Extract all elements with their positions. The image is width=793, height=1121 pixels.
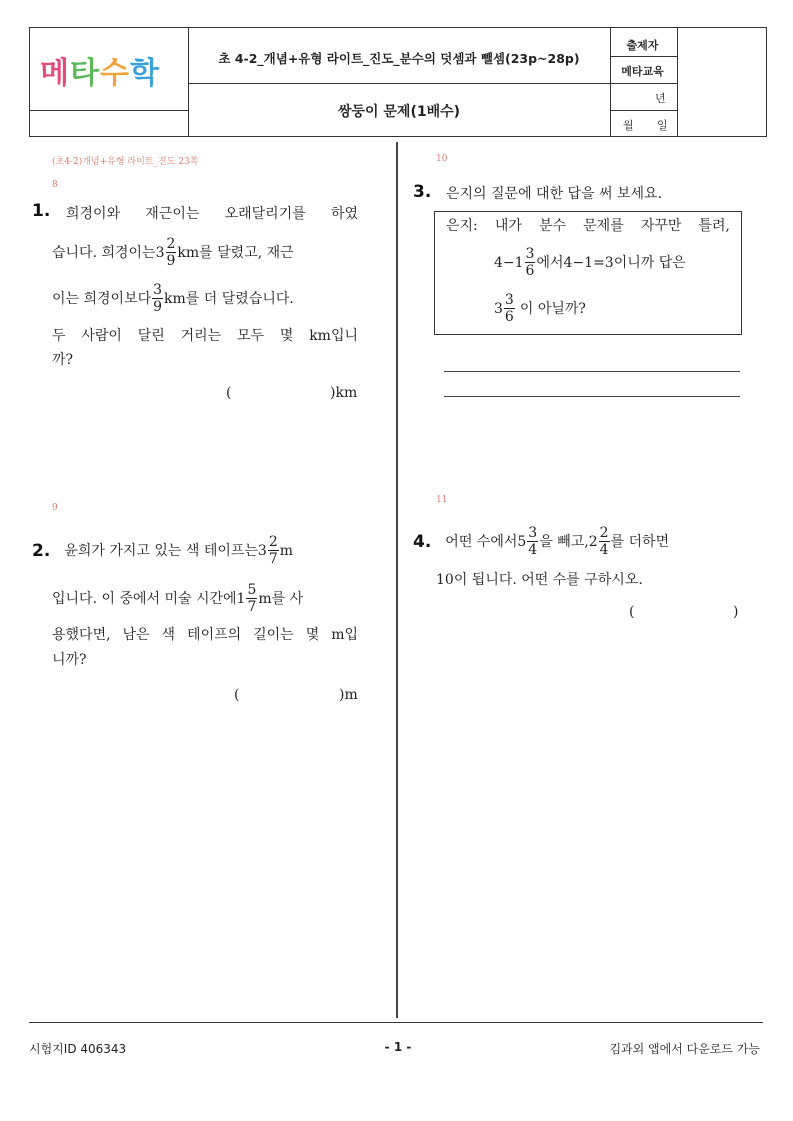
question-3-prompt: 은지의 질문에 대한 답을 써 보세요. [446,186,663,202]
question-2-answer-close: )m [339,687,358,703]
day-label: 일 [657,119,668,132]
question-4-line-2: 10이 됩니다. 어떤 수를 구하시오. [436,572,643,588]
question-1-number: 1. [32,201,51,221]
question-1-line-3: 이는 희경이보다 $\frac{3}{9}$ km를 더 달렸습니다. [52,282,294,315]
footer-download-note: 김과외 앱에서 다운로드 가능 [609,1042,760,1056]
question-1-line-4: 두 사람이 달린 거리는 모두 몇 km입니 [52,328,358,344]
year-label: 년 [655,92,666,105]
question-1-answer-close: )km [330,385,358,401]
question-3-source: 10 [436,154,448,164]
dialogue-line-2: 4−1 $\frac{3}{6}$ 에서 4−1=3 이니까 답은 [494,246,686,279]
month-label: 월 [623,119,634,132]
question-4-answer-open: ( [629,604,635,620]
question-1-line-5: 까? [52,352,74,368]
author-label: 출제자 [626,39,659,52]
question-4-answer-close: ) [733,604,739,620]
question-1-line-1: 희경이와 재근이는 오래달리기를 하였 [66,206,358,222]
dialogue-line-1: 은지: 내가 분수 문제를 자꾸만 틀려, [446,218,730,234]
question-2-line-1: 2. 윤희가 가지고 있는 색 테이프는 3 $\frac{2}{7}$ m [32,534,294,567]
answer-line-2[interactable] [444,396,740,397]
footer-divider [29,1022,763,1023]
course-title: 초 4-2_개념+유형 라이트_진도_분수의 덧셈과 뺄셈(23p~28p) [218,51,580,66]
question-1-source: 8 [52,180,58,190]
answer-line-1[interactable] [444,371,740,372]
question-4-source: 11 [436,495,448,505]
question-2-source: 9 [52,503,58,513]
brand-logo: 메타수학 [40,56,160,91]
dialogue-line-3: 3 $\frac{3}{6}$ 이 아닐까? [494,292,586,325]
footer-exam-id: 시험지ID 406343 [29,1042,127,1056]
question-3-number: 3. [413,182,432,202]
sheet-title: 쌍둥이 문제(1배수) [337,104,461,120]
question-2-line-2: 입니다. 이 중에서 미술 시간에 1 $\frac{5}{7}$ m를 사 [52,582,304,615]
column-divider [396,142,398,1018]
question-4-line-1: 4. 어떤 수에서 5 $\frac{3}{4}$ 을 빼고, 2 $\frac{2}{4}$ 를 더하면 [413,525,670,558]
author-value: 메타교육 [621,65,664,78]
source-reference: (초4-2)개념+유형 라이트_진도 23쪽 [52,157,199,167]
question-1-line-2: 습니다. 희경이는 3 $\frac{2}{9}$ km를 달렸고, 재근 [52,236,294,269]
question-2-line-3: 용했다면, 남은 색 테이프의 길이는 몇 m입 [52,627,358,643]
footer-page-number: - 1 - [384,1040,412,1054]
question-2-answer-open: ( [234,687,240,703]
question-1-answer-open: ( [226,385,232,401]
question-2-line-4: 니까? [52,652,87,668]
